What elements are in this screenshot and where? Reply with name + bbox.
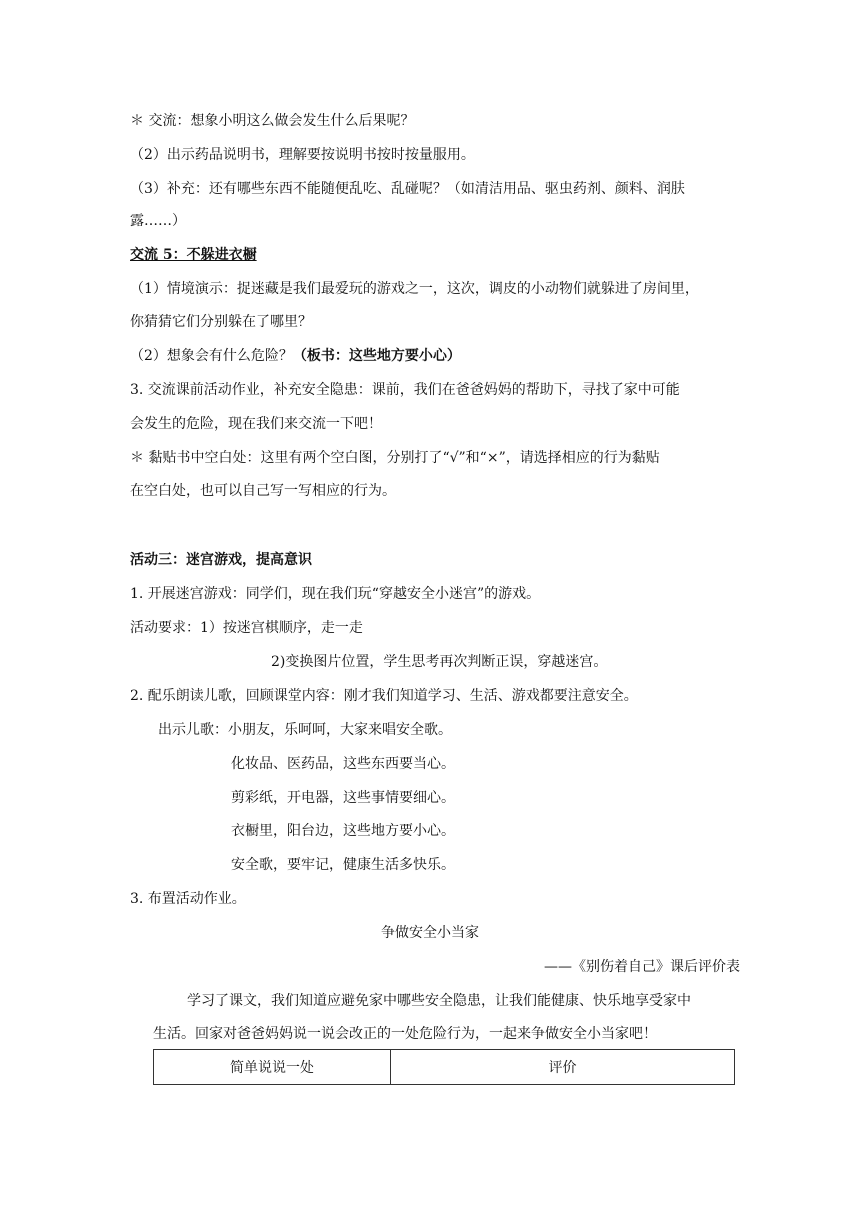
table-header-row — [154, 1050, 735, 1085]
poem-line: 出示儿歌：小朋友，乐呵呵，大家来唱安全歌。 — [158, 722, 452, 738]
text-line: 会发生的危险，现在我们来交流一下吧！ — [130, 416, 382, 432]
paragraph-line: 学习了课文，我们知道应避免家中哪些安全隐患，让我们能健康、快乐地享受家中 — [187, 993, 691, 1009]
text-line: 3. 布置活动作业。 — [130, 891, 246, 907]
text-line: 你猜猜它们分别躲在了哪里？ — [130, 314, 312, 330]
table-header-cell: 简单说说一处 — [154, 1050, 391, 1085]
text-line: 3. 交流课前活动作业，补充安全隐患：课前，我们在爸爸妈妈的帮助下，寻找了家中可能 — [130, 382, 680, 398]
text-line: （2）出示药品说明书，理解要按说明书按时按量服用。 — [130, 147, 475, 163]
text-line: 2. 配乐朗读儿歌，回顾课堂内容：刚才我们知道学习、生活、游戏都要注意安全。 — [130, 688, 638, 704]
form-title: 争做安全小当家 — [381, 925, 479, 941]
section-heading: 交流 5：不躲进衣橱 — [130, 247, 257, 263]
text-line — [130, 346, 461, 366]
evaluation-table — [153, 1049, 735, 1085]
poem-line: 剪彩纸，开电器，这些事情要细心。 — [231, 790, 455, 806]
table-header-cell: 评价 — [391, 1050, 735, 1085]
poem-line: 化妆品、医药品，这些东西要当心。 — [231, 756, 455, 772]
text-line: （1）情境演示：捉迷藏是我们最爱玩的游戏之一，这次，调皮的小动物们就躲进了房间里， — [130, 281, 699, 297]
text-line: 在空白处，也可以自己写一写相应的行为。 — [130, 483, 396, 499]
form-subtitle: ——《别伤着自己》课后评价表 — [544, 959, 740, 975]
poem-line: 衣橱里，阳台边，这些地方要小心。 — [231, 823, 455, 839]
text-line: （3）补充：还有哪些东西不能随便乱吃、乱碰呢？（如清洁用品、驱虫药剂、颜料、润肤 — [130, 181, 685, 197]
text-line: 1. 开展迷宫游戏：同学们，现在我们玩“穿越安全小迷宫”的游戏。 — [130, 586, 541, 602]
text-line: 露……） — [130, 213, 186, 229]
text-line: ＊ 黏贴书中空白处：这里有两个空白图，分别打了“√”和“×”，请选择相应的行为黏贴 — [130, 450, 660, 466]
text-line: ＊ 交流：想象小明这么做会发生什么后果呢？ — [130, 113, 415, 129]
poem-line: 安全歌，要牢记，健康生活多快乐。 — [231, 857, 455, 873]
activity-heading: 活动三：迷宫游戏，提高意识 — [130, 552, 312, 568]
text-line: 活动要求：1）按迷宫棋顺序，走一走 — [130, 620, 363, 636]
paragraph-line: 生活。回家对爸爸妈妈说一说会改正的一处危险行为，一起来争做安全小当家吧！ — [153, 1026, 657, 1042]
text-segment: （2）想象会有什么危险？ — [130, 348, 293, 364]
text-line: 2)变换图片位置，学生思考再次判断正误，穿越迷宫。 — [271, 654, 608, 670]
board-note: （板书：这些地方要小心） — [292, 348, 461, 364]
